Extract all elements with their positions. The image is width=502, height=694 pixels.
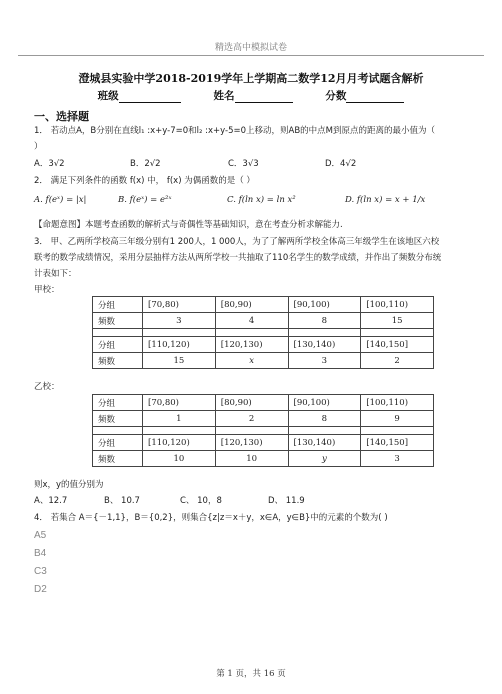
q4-option-b: B4: [34, 548, 47, 559]
table-row: [93, 313, 434, 329]
table-gap-row: [93, 329, 434, 337]
exam-title: 澄城县实验中学2018-2019学年上学期高二数学12月月考试题含解析: [78, 72, 424, 85]
page-header: 精选高中模拟试卷: [214, 43, 287, 53]
table-cell: 4: [215, 313, 288, 329]
q3-option-b: B、 10.7: [104, 496, 140, 506]
table-gap-row: [93, 427, 434, 435]
table-cell: 8: [288, 411, 361, 427]
q2-option-c: C. f(ln x) = ln x²: [227, 195, 296, 205]
table-cell: 10: [215, 451, 288, 467]
q3-stem-line1: 3． 甲、乙两所学校高三年级分别有1 200人，1 000人，为了了解两所学校全体高三年级学生在该地区六校: [34, 237, 440, 247]
table-cell: 频数: [93, 411, 143, 427]
q3-option-c: C、 10，8: [180, 496, 222, 506]
page-footer: 第 1 页，共 16 页: [216, 669, 286, 679]
name-blank: [235, 102, 293, 103]
section-heading: 一、选择题: [34, 110, 89, 123]
table-row: [93, 435, 434, 451]
table-cell: [140,150]: [361, 435, 434, 451]
table-row: [93, 337, 434, 353]
q3-option-d: D、 11.9: [268, 496, 305, 506]
table-cell: 频数: [93, 451, 143, 467]
table-cell: y: [288, 451, 361, 467]
table-cell: 频数: [93, 353, 143, 369]
table-cell: 分组: [93, 337, 143, 353]
header-divider: [18, 55, 484, 56]
q2-stem: 2． 满足下列条件的函数 f(x) 中， f(x) 为偶函数的是（ ）: [34, 176, 255, 186]
q1-option-a: A．3√2: [34, 159, 65, 169]
table-cell: 3: [361, 451, 434, 467]
table-cell: [110,120): [143, 337, 216, 353]
table-cell: 10: [143, 451, 216, 467]
table-cell: 8: [288, 313, 361, 329]
table-cell: x: [215, 353, 288, 369]
table-cell: 1: [143, 411, 216, 427]
table-cell: [120,130): [215, 337, 288, 353]
table-cell: [130,140): [288, 337, 361, 353]
school-a-label: 甲校：: [34, 285, 60, 295]
school-b-label: 乙校：: [34, 382, 60, 392]
table-cell: 2: [361, 353, 434, 369]
name-label: 姓名: [213, 90, 235, 102]
table-cell: [80,90): [215, 395, 288, 411]
table-cell: [70,80): [143, 297, 216, 313]
q2-option-d: D. f(ln x) = x + 1/x: [345, 195, 426, 205]
table-row: [93, 297, 434, 313]
table-cell: 2: [215, 411, 288, 427]
table-cell: [110,120): [143, 435, 216, 451]
q1-stem: 1． 若动点A，B分别在直线l₁ :x+y-7=0和l₂ :x+y-5=0上移动，则AB的中点M到原点的距离的最小值为（: [34, 126, 435, 136]
class-label: 班级: [97, 90, 119, 102]
table-cell: [100,110): [361, 297, 434, 313]
q3-stem-line2: 联考的数学成绩情况，采用分层抽样方法从两所学校一共抽取了110名学生的数学成绩，并作出了频数分布统: [34, 253, 442, 263]
score-label: 分数: [325, 90, 347, 102]
table-cell: 频数: [93, 313, 143, 329]
q1-option-d: D．4√2: [325, 159, 357, 169]
table-cell: 15: [143, 353, 216, 369]
class-blank: [119, 102, 181, 103]
score-blank: [346, 102, 404, 103]
table-row: [93, 411, 434, 427]
table-cell: [70,80): [143, 395, 216, 411]
table-cell: 分组: [93, 297, 143, 313]
table-cell: 分组: [93, 395, 143, 411]
table-cell: [140,150]: [361, 337, 434, 353]
table-cell: 9: [361, 411, 434, 427]
table-cell: 3: [288, 353, 361, 369]
student-info-fields: [0, 88, 502, 103]
table-cell: 3: [143, 313, 216, 329]
q4-option-c: C3: [34, 566, 47, 577]
table-cell: [80,90): [215, 297, 288, 313]
q2-option-a: A. f(eˣ) = |x|: [34, 195, 87, 205]
q4-option-a: A5: [34, 530, 47, 541]
q1-option-c: C．3√3: [228, 159, 259, 169]
q1-option-b: B．2√2: [130, 159, 161, 169]
q4-option-d: D2: [34, 584, 47, 595]
table-row: [93, 451, 434, 467]
q3-stem-line3: 计表如下：: [34, 269, 77, 279]
table-cell: [120,130): [215, 435, 288, 451]
table-row: [93, 353, 434, 369]
table-cell: [130,140): [288, 435, 361, 451]
school-a-table: [92, 296, 434, 369]
q2-option-b: B. f(eˣ) = e²ˣ: [118, 195, 172, 205]
table-cell: 分组: [93, 435, 143, 451]
q4-stem: 4． 若集合 A＝{－1,1}，B＝{0,2}，则集合{z|z＝x＋y，x∈A，y∈B}中的元素的个数为( ): [34, 513, 388, 523]
q2-note: 【命题意图】本题考查函数的解析式与奇偶性等基础知识，意在考查分析求解能力.: [34, 220, 343, 230]
table-cell: [100,110): [361, 395, 434, 411]
q3-option-a: A、12.7: [34, 496, 68, 506]
table-cell: [90,100): [288, 395, 361, 411]
q1-stem-end: ）: [34, 142, 43, 152]
table-cell: [90,100): [288, 297, 361, 313]
table-row: [93, 395, 434, 411]
table-cell: 15: [361, 313, 434, 329]
school-b-table: [92, 394, 434, 467]
q3-ask: 则x，y的值分别为: [34, 480, 104, 490]
